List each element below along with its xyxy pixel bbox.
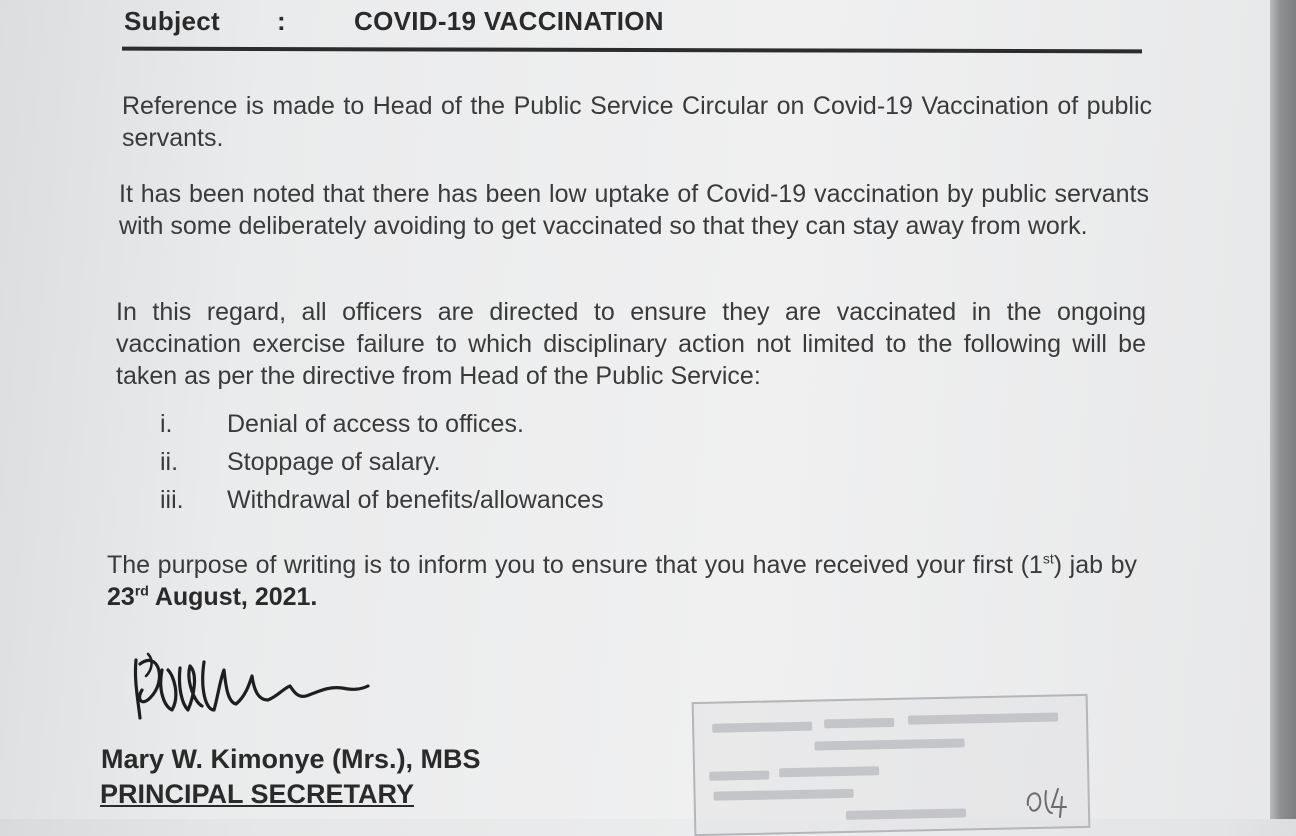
first-superscript: st — [1042, 550, 1054, 567]
deadline-date-rest: August, 2021. — [148, 583, 318, 611]
day-superscript: rd — [134, 582, 149, 599]
list-number: ii. — [160, 448, 179, 476]
subject-value: COVID-19 VACCINATION — [354, 6, 664, 36]
subject-label: Subject — [124, 6, 221, 36]
deadline-date — [107, 583, 317, 611]
deadline-day: 23 — [107, 583, 135, 611]
paragraph-deadline — [107, 549, 1137, 613]
signatory-title: PRINCIPAL SECRETARY — [100, 779, 415, 809]
page-edge-shadow — [1270, 0, 1296, 819]
subject-colon: : — [277, 6, 286, 36]
list-number: iii. — [160, 486, 184, 514]
list-text: Stoppage of salary. — [227, 448, 441, 476]
list-text: Denial of access to offices. — [227, 410, 524, 438]
initials-mark-icon — [1022, 785, 1072, 819]
paragraph-reference: Reference is made to Head of the Public Service Circular on Covid-19 Vaccination of public servants. — [122, 92, 1152, 152]
list-number: i. — [160, 410, 173, 438]
deadline-text-mid: ) jab by — [1053, 551, 1137, 579]
paragraph-directive: In this regard, all officers are directed to ensure they are vaccinated in the ongoing vaccination exercise failure to which disciplinary action not limited to the following will be taken as per the directive from Head of the Public Service: — [116, 298, 1146, 390]
handwritten-signature-icon — [128, 640, 378, 730]
list-text: Withdrawal of benefits/allowances — [227, 486, 604, 514]
subject-divider — [122, 47, 1142, 54]
deadline-text-before: The purpose of writing is to inform you to ensure that you have received your first (1 — [107, 551, 1043, 579]
signatory-name: Mary W. Kimonye (Mrs.), MBS — [101, 744, 481, 774]
paragraph-low-uptake: It has been noted that there has been low uptake of Covid-19 vaccination by public servants with some deliberately avoiding to get vaccinated so that they can stay away from work. — [119, 180, 1149, 240]
